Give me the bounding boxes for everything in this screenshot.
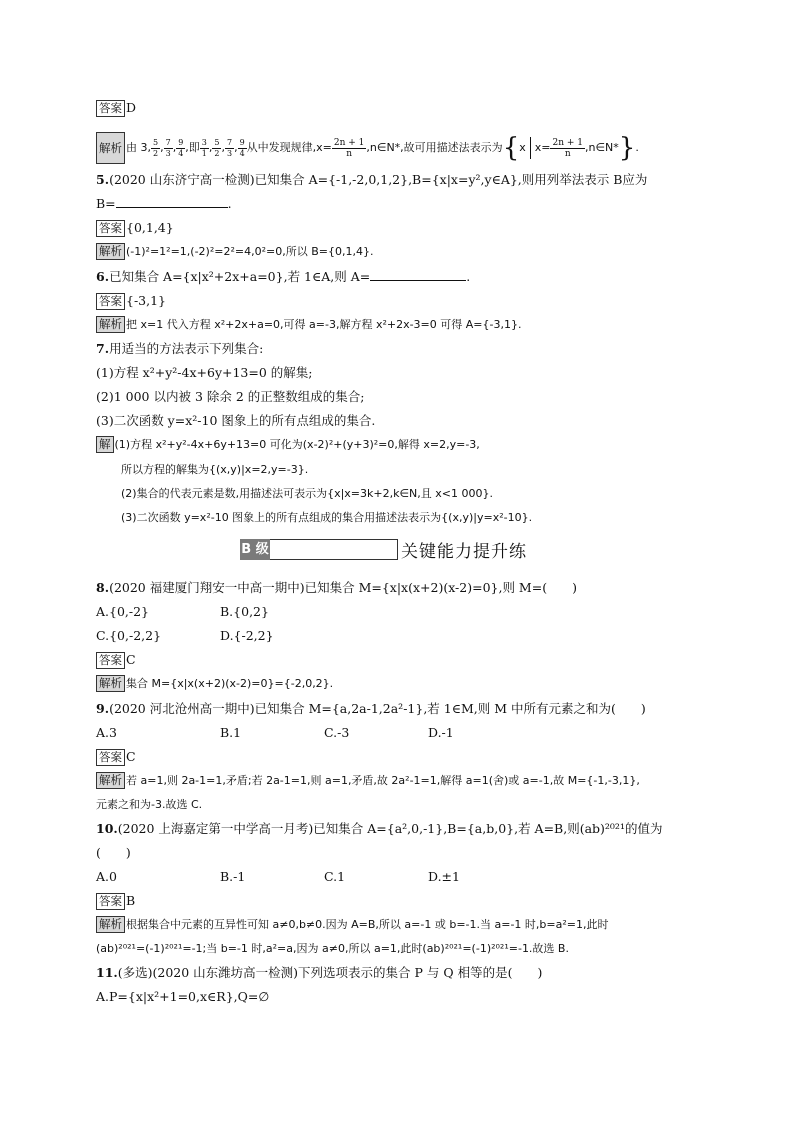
fill-blank[interactable] [370, 268, 466, 281]
question-6 [96, 268, 470, 286]
question-8-options-2 [96, 627, 274, 645]
solution-text: (3)二次函数 y=x²-10 图象上的所有点组成的集合用描述法表示为{(x,y)|y=x²-10}. [121, 511, 533, 524]
question-11 [96, 964, 542, 982]
question-number: 7. [96, 341, 110, 356]
question-number: 8. [96, 580, 110, 595]
question-5 [96, 171, 647, 189]
answer-tag: 答案 [96, 100, 125, 117]
question-text: (2020 福建厦门翔安一中高一期中)已知集合 M={x|x(x+2)(x-2)=0},则 M=( ) [109, 580, 577, 595]
question-text: 用适当的方法表示下列集合: [109, 341, 264, 356]
fraction: $\frac{9}{4}$ [178, 137, 184, 158]
question-7-part-2 [96, 388, 364, 406]
answer-value: C [126, 652, 136, 667]
answer-tag: 答案 [96, 893, 125, 910]
sub-question: (2)1 000 以内被 3 除余 2 的正整数组成的集合; [96, 389, 365, 404]
analysis-tag: 解析 [96, 675, 125, 692]
analysis-text: 元素之和为-3.故选 C. [96, 798, 203, 811]
analysis-text: 根据集合中元素的互异性可知 a≠0,b≠0.因为 A=B,所以 a=-1 或 b=-1.当 a=-1 时,b=a²=1,此时 [126, 918, 609, 931]
sub-question: (3)二次函数 y=x²-10 图象上的所有点组成的集合. [96, 413, 376, 428]
question-text: B= [96, 196, 116, 211]
question-number: 9. [96, 701, 110, 716]
solution-tag: 解 [96, 436, 114, 453]
set-bar-icon [530, 137, 531, 159]
option-c[interactable]: C.1 [324, 869, 346, 884]
option-a[interactable]: A.0 [96, 869, 117, 884]
answer-tag: 答案 [96, 220, 125, 237]
question-10-options [96, 868, 460, 886]
fraction: $\frac{2n + 1}{n}$ [552, 137, 583, 159]
question-text: (2020 河北沧州高一期中)已知集合 M={a,2a-1,2a²-1},若 1∈M,则 M 中所有元素之和为( ) [109, 701, 646, 716]
solution-text: (1)方程 x²+y²-4x+6y+13=0 可化为(x-2)²+(y+3)²=0,解得 x=2,y=-3, [114, 438, 480, 451]
analysis-line-q10 [96, 916, 608, 934]
question-8-options-1 [96, 603, 269, 621]
question-number: 6. [96, 269, 110, 284]
solution-text: 所以方程的解集为{(x,y)|x=2,y=-3}. [121, 463, 309, 476]
section-b-header [240, 537, 527, 562]
analysis-line-q4: 解析 由 3, $\frac{5}{2}$ , $\frac{7}{3}$ , $\frac{9}{4}$ ,即 $\frac{3}{1}$ , $\frac{5}{2}$ , $\frac{7}{3}$ , $\frac{9}{4}$ 从中发现规律,x= $\frac{2n + 1}{n}$ ,n∈N*,故可用描述法表示为 { x x= $\frac{2n + 1}{n}$ ,n∈N* } . [96, 128, 639, 168]
answer-tag: 答案 [96, 293, 125, 310]
solution-line-q7-3 [121, 509, 532, 527]
analysis-text: ,即 [185, 141, 200, 154]
fraction: $\frac{9}{4}$ [239, 137, 245, 158]
answer-line-q9 [96, 748, 136, 766]
answer-value: {0,1,4} [126, 220, 174, 235]
analysis-text: (-1)²=1²=1,(-2)²=2²=4,0²=0,所以 B={0,1,4}. [126, 245, 374, 258]
question-text: (多选)(2020 山东潍坊高一检测)下列选项表示的集合 P 与 Q 相等的是( ) [117, 965, 543, 980]
analysis-text: 从中发现规律,x= [246, 141, 332, 154]
answer-value: B [126, 893, 136, 908]
analysis-tag: 解析 [96, 916, 125, 933]
option-c[interactable]: C.-3 [324, 725, 350, 740]
analysis-line-q9-b [96, 796, 202, 814]
option-d[interactable]: D.-1 [428, 725, 454, 740]
fraction: $\frac{2n + 1}{n}$ [333, 137, 365, 159]
analysis-text: 集合 M={x|x(x+2)(x-2)=0}={-2,0,2}. [126, 677, 334, 690]
answer-line-q10 [96, 892, 135, 910]
analysis-line-q6 [96, 316, 521, 334]
left-brace-icon: { [502, 133, 520, 163]
set-var: x [519, 141, 526, 154]
analysis-text: 把 x=1 代入方程 x²+2x+a=0,可得 a=-3,解方程 x²+2x-3=0 可得 A={-3,1}. [126, 318, 522, 331]
fill-blank[interactable] [116, 195, 228, 208]
section-b-label: B 级 [240, 539, 270, 560]
question-text: 已知集合 A={x|x²+2x+a=0},若 1∈A,则 A= [109, 269, 371, 284]
analysis-text: (ab)²⁰²¹=(-1)²⁰²¹=-1;当 b=-1 时,a²=a,因为 a≠0,所以 a=1,此时(ab)²⁰²¹=(-1)²⁰²¹=-1.故选 B. [96, 942, 569, 955]
question-number: 10. [96, 821, 118, 836]
set-rule: x= [534, 141, 551, 154]
answer-line-q6 [96, 292, 166, 310]
period: . [227, 196, 232, 211]
fraction: $\frac{5}{2}$ [153, 137, 159, 158]
section-b-title: 关键能力提升练 [401, 542, 527, 562]
question-7-part-3 [96, 412, 375, 430]
question-9-options [96, 724, 454, 742]
option-a[interactable]: A.3 [96, 725, 117, 740]
solution-line-q7-1b [121, 461, 308, 479]
solution-line-q7-2 [121, 485, 493, 503]
analysis-line-q8 [96, 675, 333, 693]
question-7-part-1 [96, 364, 313, 382]
analysis-text: 由 3, [126, 141, 151, 154]
sub-question: (1)方程 x²+y²-4x+6y+13=0 的解集; [96, 365, 313, 380]
question-10 [96, 820, 662, 838]
option-d[interactable]: D.{-2,2} [220, 628, 274, 643]
right-brace-icon: } [618, 133, 636, 163]
fraction: $\frac{3}{1}$ [201, 137, 207, 158]
analysis-tag: 解析 [96, 316, 125, 333]
analysis-tag: 解析 [96, 772, 125, 789]
answer-line-q4 [96, 99, 136, 117]
option-b[interactable]: B.{0,2} [220, 604, 269, 619]
period: . [635, 141, 639, 154]
analysis-tag: 解析 [96, 132, 125, 164]
answer-line-q5 [96, 219, 174, 237]
answer-value: {-3,1} [126, 293, 167, 308]
question-10-paren [96, 844, 131, 862]
option-d[interactable]: D.±1 [428, 869, 460, 884]
analysis-text: ,n∈N*,故可用描述法表示为 [366, 141, 503, 154]
option-a[interactable]: A.P={x|x²+1=0,x∈R},Q=∅ [96, 989, 270, 1004]
question-text: (2020 上海嘉定第一中学高一月考)已知集合 A={a²,0,-1},B={a,b,0},若 A=B,则(ab)²⁰²¹的值为 [117, 821, 663, 836]
question-number: 11. [96, 965, 118, 980]
question-number: 5. [96, 172, 110, 187]
set-rule: ,n∈N* [585, 141, 619, 154]
analysis-line-q9 [96, 772, 640, 790]
option-b[interactable]: B.1 [220, 725, 242, 740]
option-b[interactable]: B.-1 [220, 869, 246, 884]
answer-value: C [126, 749, 136, 764]
period: . [466, 269, 471, 284]
fraction: $\frac{7}{3}$ [165, 137, 171, 158]
analysis-line-q10-b [96, 940, 569, 958]
analysis-tag: 解析 [96, 243, 125, 260]
question-11-option-a [96, 988, 269, 1006]
question-9 [96, 700, 646, 718]
solution-text: (2)集合的代表元素是数,用描述法可表示为{x|x=3k+2,k∈N,且 x<1 000}. [121, 487, 493, 500]
analysis-text: 若 a=1,则 2a-1=1,矛盾;若 2a-1=1,则 a=1,矛盾,故 2a²-1=1,解得 a=1(舍)或 a=-1,故 M={-1,-3,1}, [126, 774, 640, 787]
fraction: $\frac{5}{2}$ [214, 137, 220, 158]
analysis-line-q5 [96, 243, 373, 261]
answer-value: D [126, 100, 137, 115]
question-5-cont [96, 195, 232, 213]
answer-paren: ( ) [96, 845, 131, 860]
answer-tag: 答案 [96, 749, 125, 766]
option-c[interactable]: C.{0,-2,2} [96, 628, 162, 643]
answer-line-q8 [96, 651, 136, 669]
question-text: (2020 山东济宁高一检测)已知集合 A={-1,-2,0,1,2},B={x|x=y²,y∈A},则用列举法表示 B应为 [109, 172, 648, 187]
question-7 [96, 340, 263, 358]
option-a[interactable]: A.{0,-2} [96, 604, 150, 619]
solution-line-q7-1 [96, 436, 480, 454]
question-8 [96, 579, 577, 597]
fraction: $\frac{7}{3}$ [226, 137, 233, 158]
section-b-box [270, 539, 398, 560]
answer-tag: 答案 [96, 652, 125, 669]
